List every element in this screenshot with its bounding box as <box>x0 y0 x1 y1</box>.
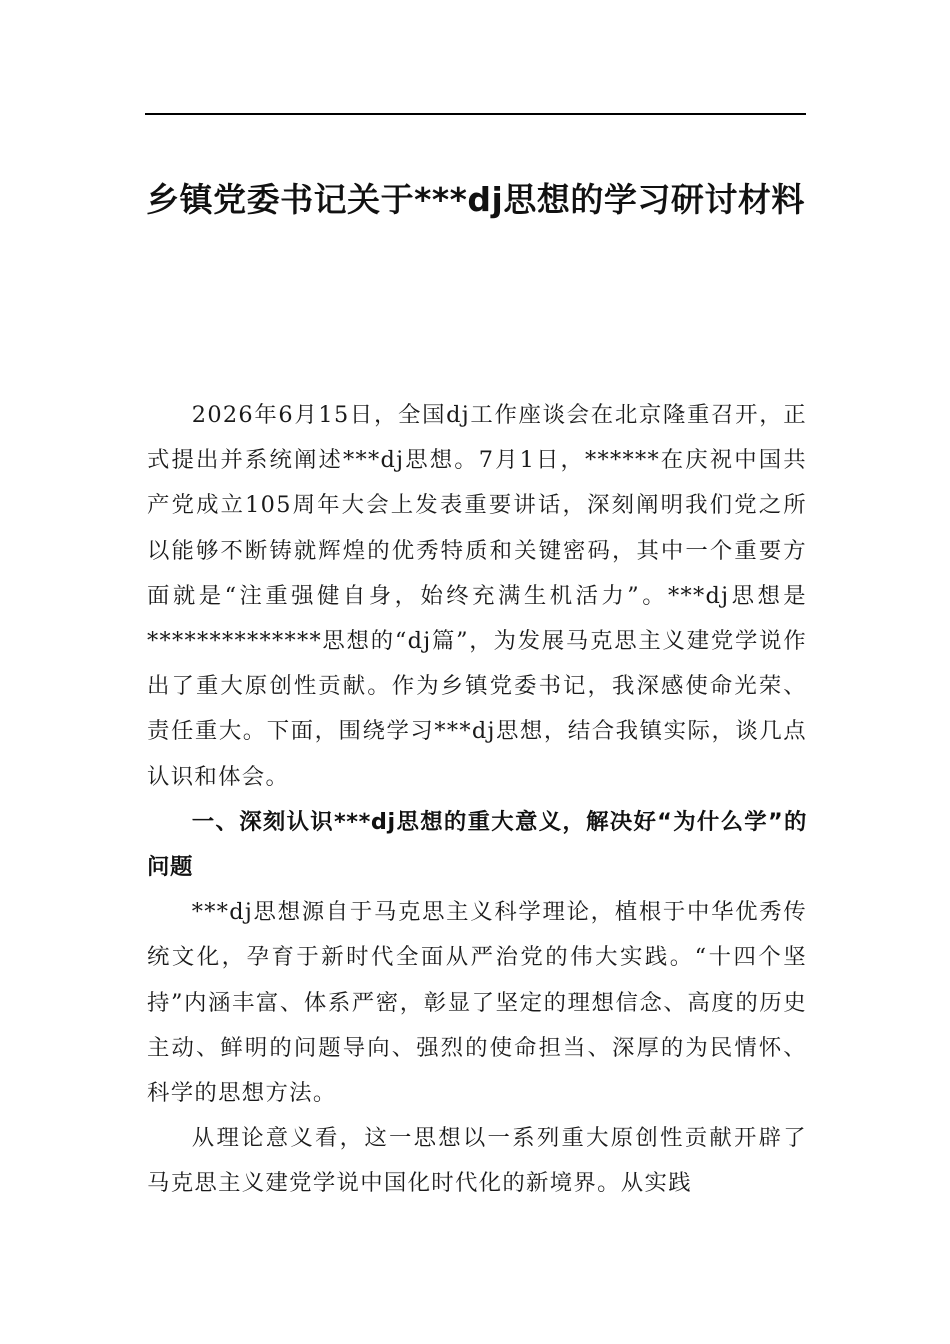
section-heading-1: 一、深刻认识***dj思想的重大意义，解决好“为什么学”的问题 <box>147 808 807 881</box>
intro-paragraph: 2026年6月15日，全国dj工作座谈会在北京隆重召开，正式提出并系统阐述***dj思想。7月1日，******在庆祝中国共产党成立105周年大会上发表重要讲话，深刻阐明我们党之所以能够不断铸就辉煌的优秀特质和关键密码，其中一个重要方面就是“注重强健自身，始终充满生机活力”。***dj思想是**************思想的“dj篇”，为发展马克思主义建党学说作出了重大原创性贡献。作为乡镇党委书记，我深感使命光荣、责任重大。下面，围绕学习***dj思想，结合我镇实际，谈几点认识和体会。 <box>147 402 807 790</box>
section-paragraph-2: 从理论意义看，这一思想以一系列重大原创性贡献开辟了马克思主义建党学说中国化时代化的新境界。从实践 <box>147 1125 807 1197</box>
section-paragraph-1: ***dj思想源自于马克思主义科学理论，植根于中华优秀传统文化，孕育于新时代全面从严治党的伟大实践。“十四个坚持”内涵丰富、体系严密，彰显了坚定的理想信念、高度的历史主动、鲜明的问题导向、强烈的使命担当、深厚的为民情怀、科学的思想方法。 <box>147 899 807 1107</box>
header-rule <box>145 113 806 115</box>
document-title: 乡镇党委书记关于***dj思想的学习研讨材料 <box>146 180 805 219</box>
document-body <box>147 393 807 1207</box>
